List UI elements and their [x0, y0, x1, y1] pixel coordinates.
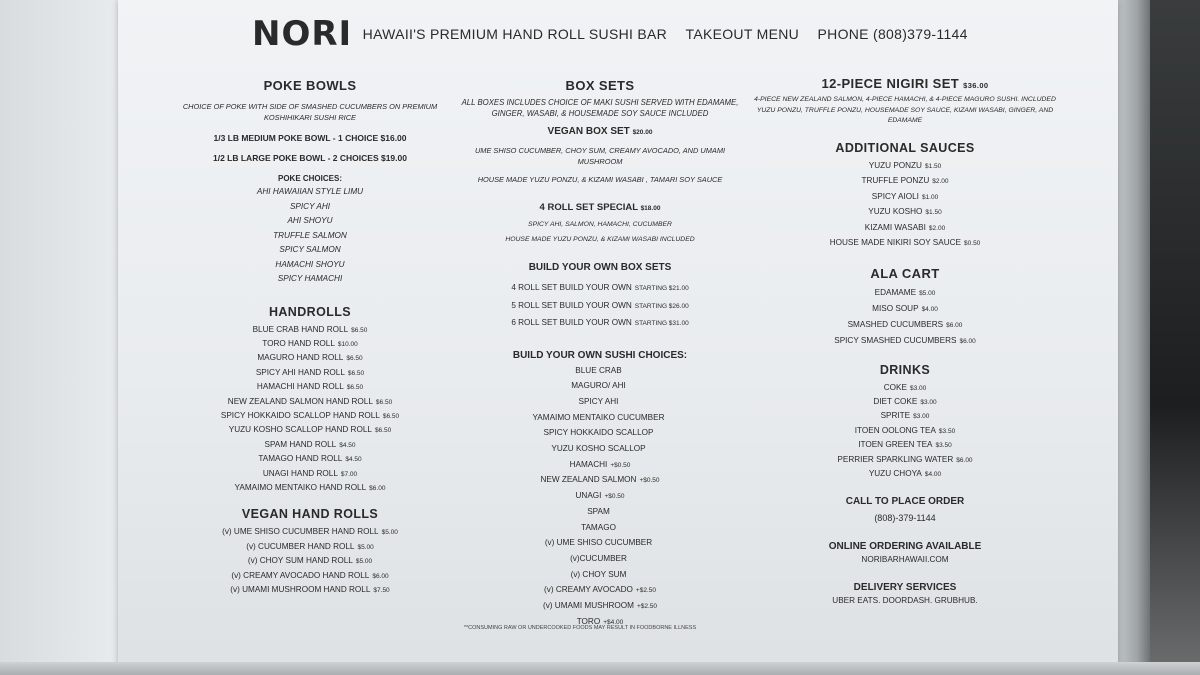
vegan-roll-item — [175, 554, 445, 568]
drink-item — [750, 467, 1060, 481]
vegan-rolls-list — [175, 525, 445, 597]
section-title-sauces: ADDITIONAL SAUCES — [835, 140, 975, 155]
item-price: $6.00 — [946, 321, 963, 329]
delivery-title: DELIVERY SERVICES — [853, 581, 957, 593]
handrolls-list — [175, 323, 445, 496]
byo-box-item — [455, 280, 745, 298]
sauce-item — [750, 174, 1060, 190]
poke-choice: SPICY AHI — [289, 201, 331, 211]
poke-choices-title: POKE CHOICES: — [277, 174, 342, 183]
byo-sushi-item — [455, 599, 745, 615]
poke-choices-list — [175, 185, 445, 287]
drink-item — [750, 438, 1060, 452]
item-price: +$0.50 — [604, 493, 625, 501]
online-site: NORIBARHAWAII.COM — [861, 554, 949, 564]
nigiri-name: 12-PIECE NIGIRI SET — [821, 76, 960, 91]
item-price: $6.00 — [369, 484, 386, 492]
item-price: $3.00 — [909, 384, 927, 392]
vegan-roll-item — [175, 525, 445, 539]
item-price: $5.00 — [355, 558, 373, 566]
handroll-item — [175, 452, 445, 466]
item-name: (v) UMAMI MUSHROOM HAND ROLL — [230, 585, 371, 594]
item-name: TORO HAND ROLL — [262, 338, 335, 348]
item-price: $1.50 — [924, 162, 942, 170]
sauce-item — [750, 221, 1060, 237]
frame-bottom — [0, 662, 1200, 675]
item-price: $5.00 — [381, 529, 398, 537]
nigiri-price: $36.00 — [963, 81, 989, 90]
item-name: MISO SOUP — [872, 303, 919, 313]
section-title-vegan-rolls: VEGAN HAND ROLLS — [241, 507, 379, 522]
handroll-item — [175, 337, 445, 351]
item-name: SPICY HOKKAIDO SCALLOP HAND ROLL — [220, 410, 380, 420]
menu-header — [252, 14, 968, 54]
item-price: $7.50 — [373, 587, 390, 594]
ala-cart-item — [750, 301, 1060, 317]
vegan-box-line: HOUSE MADE YUZU PONZU, & KIZAMI WASABI , TAMARI SOY SAUCE — [477, 175, 723, 184]
item-price: $7.00 — [340, 470, 358, 478]
byo-sushi-item — [455, 411, 745, 427]
item-price: +$2.50 — [636, 603, 658, 611]
column-middle — [455, 78, 745, 630]
item-price: $6.50 — [347, 369, 365, 377]
item-price: $10.00 — [337, 340, 358, 348]
column-left — [175, 78, 445, 597]
handroll-item — [175, 423, 445, 437]
item-price: $6.00 — [959, 337, 976, 345]
byo-sushi-item — [455, 458, 745, 474]
item-name: SPICY HOKKAIDO SCALLOP — [543, 428, 654, 438]
item-name: YUZU KOSHO SCALLOP — [551, 444, 646, 454]
byo-sushi-item — [455, 583, 745, 599]
four-roll-line: SPICY AHI, SALMON, HAMACHI, CUCUMBER — [528, 221, 672, 228]
item-price: $3.50 — [935, 442, 952, 450]
item-name: DIET COKE — [873, 396, 918, 406]
item-name: SPICY AHI — [578, 396, 619, 406]
handroll-item — [175, 409, 445, 423]
item-name: MAGURO/ AHI — [571, 381, 626, 391]
item-price: $6.50 — [346, 355, 363, 363]
item-price: +$4.00 — [603, 618, 624, 626]
byo-box-list — [455, 280, 745, 333]
item-price: $1.00 — [921, 193, 939, 201]
vegan-box-name: VEGAN BOX SET — [547, 126, 630, 137]
sauce-item — [750, 205, 1060, 221]
item-name: (v) UMAMI MUSHROOM — [542, 601, 634, 611]
item-price: +$0.50 — [610, 461, 631, 469]
nigiri-title — [750, 76, 1060, 91]
item-name: NEW ZEALAND SALMON — [540, 475, 637, 485]
phone: PHONE (808)379-1144 — [817, 26, 968, 42]
handroll-item — [175, 323, 445, 337]
byo-sushi-item — [455, 395, 745, 411]
poke-choice: HAMACHI SHOYU — [275, 259, 345, 269]
handroll-item — [175, 481, 445, 495]
item-name: UNAGI HAND ROLL — [262, 468, 338, 478]
background-window-right — [1150, 0, 1200, 675]
item-name: MAGURO HAND ROLL — [257, 353, 344, 363]
online-title: ONLINE ORDERING AVAILABLE — [828, 540, 982, 552]
item-price: $6.00 — [956, 456, 973, 464]
item-price: $2.00 — [928, 224, 946, 232]
item-name: EDAMAME — [874, 287, 917, 297]
four-roll-line: HOUSE MADE YUZU PONZU, & KIZAMI WASABI INCLUDED — [505, 236, 695, 243]
vegan-box-line: UME SHISO CUCUMBER, CHOY SUM, CREAMY AVOCADO, AND UMAMI MUSHROOM — [474, 146, 726, 166]
item-name: 5 ROLL SET BUILD YOUR OWN — [511, 300, 632, 310]
byo-sushi-item — [455, 426, 745, 442]
drink-item — [750, 395, 1060, 409]
item-name: SPICY AIOLI — [871, 191, 919, 201]
item-price: $4.00 — [921, 305, 938, 313]
item-name: YAMAIMO MENTAIKO HAND ROLL — [234, 482, 367, 492]
byo-sushi-item — [455, 505, 745, 521]
item-price: STARTING $21.00 — [634, 285, 689, 292]
item-name: (v) UME SHISO CUCUMBER HAND ROLL — [222, 527, 379, 537]
item-price: $6.50 — [346, 384, 364, 392]
vegan-box-price: $20.00 — [632, 129, 653, 136]
item-price: $3.00 — [920, 398, 937, 406]
nigiri-desc: 4-PIECE NEW ZEALAND SALMON, 4-PIECE HAMACHI, & 4-PIECE MAGURO SUSHI. INCLUDED YUZU PONZU, TRUFFLE PONZU, HOUSEMADE SOY SAUCE, KIZAMI WASABI, GINGER, AND EDAMAME — [754, 96, 1056, 124]
item-name: SMASHED CUCUMBERS — [847, 319, 944, 329]
item-price: +$0.50 — [639, 477, 660, 485]
byo-sushi-item — [455, 521, 745, 537]
item-name: SPRITE — [880, 411, 911, 421]
item-name: UNAGI — [575, 491, 602, 501]
item-name: 4 ROLL SET BUILD YOUR OWN — [511, 283, 632, 292]
poke-desc: CHOICE OF POKE WITH SIDE OF SMASHED CUCUMBERS ON PREMIUM KOSHIHIKARI SUSHI RICE — [182, 102, 438, 122]
handroll-item — [175, 467, 445, 481]
item-name: BLUE CRAB HAND ROLL — [252, 324, 349, 334]
byo-sushi-item — [455, 489, 745, 505]
item-name: SPAM — [587, 506, 610, 516]
section-title-handrolls: HANDROLLS — [268, 304, 352, 319]
byo-box-item — [455, 298, 745, 316]
item-price: $1.50 — [925, 209, 942, 216]
item-price: $2.00 — [932, 178, 949, 185]
item-name: YAMAIMO MENTAIKO CUCUMBER — [532, 412, 665, 422]
item-name: HAMACHI — [569, 459, 608, 469]
vegan-roll-item — [175, 583, 445, 597]
poke-choice: SPICY HAMACHI — [277, 274, 343, 283]
item-price: $6.50 — [382, 412, 400, 420]
byo-sushi-item — [455, 379, 745, 395]
item-price: $6.00 — [372, 572, 389, 580]
vegan-box-title — [455, 125, 745, 139]
item-name: YUZU CHOYA — [868, 468, 922, 478]
drink-item — [750, 424, 1060, 438]
section-title-box-sets: BOX SETS — [565, 78, 635, 93]
item-name: (v) CREAMY AVOCADO — [544, 585, 633, 595]
item-name: HOUSE MADE NIKIRI SOY SAUCE — [829, 238, 962, 247]
poke-option: 1/2 LB LARGE POKE BOWL - 2 CHOICES $19.00 — [213, 153, 407, 163]
item-name: (v) UME SHISO CUCUMBER — [544, 538, 653, 548]
drinks-list — [750, 381, 1060, 482]
handroll-item — [175, 395, 445, 409]
item-name: (v) CHOY SUM — [570, 569, 627, 579]
item-name: TRUFFLE PONZU — [861, 176, 930, 185]
item-name: TAMAGO — [581, 522, 616, 532]
column-right — [750, 76, 1060, 607]
item-name: (v) CREAMY AVOCADO HAND ROLL — [231, 570, 370, 580]
drink-item — [750, 409, 1060, 423]
byo-sushi-item — [455, 536, 745, 552]
handroll-item — [175, 366, 445, 380]
four-roll-price: $18.00 — [640, 205, 661, 212]
four-roll-name: 4 ROLL SET SPECIAL — [539, 202, 638, 213]
sauce-item — [750, 190, 1060, 206]
section-title-ala-cart: ALA CART — [870, 265, 940, 281]
sauce-item — [750, 236, 1060, 252]
item-price: $3.50 — [938, 427, 956, 435]
handroll-item — [175, 380, 445, 394]
item-name: (v) CUCUMBER HAND ROLL — [246, 541, 355, 551]
handroll-item — [175, 438, 445, 452]
item-name: (v) CHOY SUM HAND ROLL — [247, 556, 353, 566]
byo-sushi-list — [455, 364, 745, 631]
poke-choice: AHI HAWAIIAN STYLE LIMU — [256, 187, 364, 196]
poke-choice: AHI SHOYU — [287, 216, 333, 225]
section-title-poke: POKE BOWLS — [263, 78, 357, 93]
item-name: SPAM HAND ROLL — [264, 439, 337, 449]
footnote: **CONSUMING RAW OR UNDERCOOKED FOODS MAY RESULT IN FOODBORNE ILLNESS — [463, 625, 697, 631]
sauce-item — [750, 159, 1060, 175]
item-name: KIZAMI WASABI — [864, 222, 926, 232]
handroll-item — [175, 351, 445, 365]
item-price: $3.00 — [913, 413, 930, 421]
vegan-roll-item — [175, 540, 445, 554]
delivery-list: UBER EATS. DOORDASH. GRUBHUB. — [832, 595, 978, 605]
sauces-list — [750, 159, 1060, 252]
call-number: (808)-379-1144 — [874, 513, 936, 524]
byo-sushi-item — [455, 552, 745, 568]
item-price: $4.50 — [339, 441, 356, 449]
box-sets-desc: ALL BOXES INCLUDES CHOICE OF MAKI SUSHI SERVED WITH EDAMAME, GINGER, WASABI, & HOUSEMADE SOY SAUCE INCLUDED — [461, 98, 739, 118]
byo-sushi-item — [455, 568, 745, 584]
item-name: YUZU PONZU — [868, 160, 922, 170]
item-name: HAMACHI HAND ROLL — [256, 382, 344, 392]
item-name: (v)CUCUMBER — [570, 553, 627, 563]
poke-option: 1/3 LB MEDIUM POKE BOWL - 1 CHOICE $16.00 — [213, 133, 407, 143]
item-price: STARTING $31.00 — [634, 320, 689, 327]
item-name: NEW ZEALAND SALMON HAND ROLL — [227, 396, 373, 406]
call-title: CALL TO PLACE ORDER — [845, 496, 965, 508]
vegan-roll-item — [175, 569, 445, 583]
byo-sushi-item — [455, 364, 745, 380]
byo-sushi-item — [455, 442, 745, 458]
item-price: $6.50 — [351, 326, 368, 334]
item-name: 6 ROLL SET BUILD YOUR OWN — [511, 318, 632, 327]
item-name: COKE — [883, 382, 907, 392]
item-price: $4.50 — [345, 456, 362, 464]
drink-item — [750, 381, 1060, 395]
item-price: $0.50 — [964, 240, 981, 247]
byo-box-item — [455, 315, 745, 333]
item-price: $5.00 — [919, 289, 936, 297]
ala-cart-item — [750, 285, 1060, 301]
item-name: SPICY SMASHED CUCUMBERS — [834, 335, 957, 345]
logo: NORI — [252, 14, 353, 54]
item-price: STARTING $26.00 — [634, 302, 689, 310]
ala-cart-item — [750, 333, 1060, 349]
menu-type: TAKEOUT MENU — [685, 26, 800, 42]
item-price: $6.50 — [374, 427, 392, 435]
item-name: ITOEN GREEN TEA — [858, 440, 933, 450]
item-price: $5.00 — [357, 543, 374, 551]
tagline: HAWAII'S PREMIUM HAND ROLL SUSHI BAR — [362, 26, 668, 42]
item-name: TAMAGO HAND ROLL — [258, 454, 343, 464]
background-window-left — [0, 0, 125, 675]
item-name: BLUE CRAB — [575, 365, 622, 375]
item-name: SPICY AHI HAND ROLL — [255, 367, 345, 377]
poke-choice: SPICY SALMON — [279, 245, 341, 254]
drink-item — [750, 453, 1060, 467]
item-name: PERRIER SPARKLING WATER — [837, 454, 954, 464]
item-name: YUZU KOSHO — [868, 207, 923, 216]
section-title-byo-box: BUILD YOUR OWN BOX SETS — [528, 262, 672, 273]
poke-choice: TRUFFLE SALMON — [273, 230, 347, 240]
ala-cart-item — [750, 317, 1060, 333]
section-title-byo-sushi: BUILD YOUR OWN SUSHI CHOICES: — [512, 349, 688, 361]
item-price: +$2.50 — [635, 587, 656, 595]
item-price: $6.50 — [375, 398, 393, 406]
section-title-drinks: DRINKS — [879, 362, 931, 377]
item-name: TORO — [576, 616, 601, 626]
item-price: $4.00 — [924, 470, 942, 478]
item-name: ITOEN OOLONG TEA — [854, 425, 936, 435]
four-roll-title — [455, 201, 745, 215]
ala-cart-list — [750, 285, 1060, 349]
byo-sushi-item — [455, 473, 745, 489]
item-name: YUZU KOSHO SCALLOP HAND ROLL — [228, 425, 372, 435]
